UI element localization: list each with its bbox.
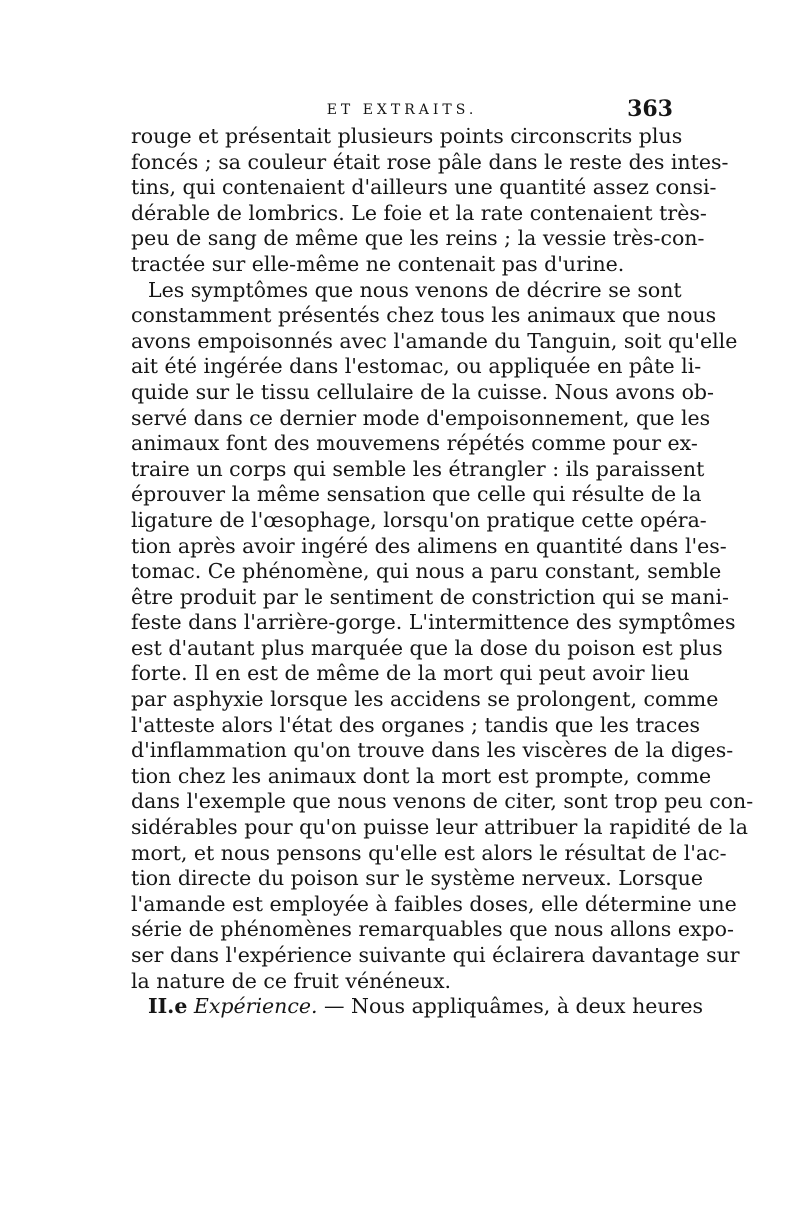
text-line: tins, qui contenaient d'ailleurs une quantité assez consi- bbox=[131, 175, 717, 200]
page-body bbox=[131, 124, 754, 1020]
text-line: avons empoisonnés avec l'amande du Tanguin, soit qu'elle bbox=[131, 328, 738, 353]
text-line: traire un corps qui semble les étrangler : ils paraissent bbox=[131, 456, 705, 481]
experiment-text: — Nous appliquâmes, à deux heures bbox=[324, 994, 704, 1019]
text-line: tomac. Ce phénomène, qui nous a paru constant, semble bbox=[131, 559, 722, 584]
text-line: tion directe du poison sur le système nerveux. Lorsque bbox=[131, 866, 703, 891]
text-line: servé dans ce dernier mode d'empoisonnement, que les bbox=[131, 405, 711, 430]
text-line: tractée sur elle-même ne contenait pas d'urine. bbox=[131, 251, 625, 276]
text-line: la nature de ce fruit vénéneux. bbox=[131, 968, 452, 993]
experiment-title: Expérience. bbox=[193, 994, 318, 1019]
text-line: dérable de lombrics. Le foie et la rate contenaient très- bbox=[131, 200, 707, 225]
text-line: quide sur le tissu cellulaire de la cuisse. Nous avons ob- bbox=[131, 379, 714, 404]
text-line: ligature de l'œsophage, lorsqu'on pratique cette opéra- bbox=[131, 507, 707, 532]
page-header bbox=[131, 96, 673, 126]
text-line: dans l'exemple que nous venons de citer, sont trop peu con- bbox=[131, 789, 754, 814]
text-line: Les symptômes que nous venons de décrire se sont bbox=[148, 277, 682, 302]
text-line: forte. Il en est de même de la mort qui peut avoir lieu bbox=[131, 661, 690, 686]
text-line: par asphyxie lorsque les accidens se prolongent, comme bbox=[131, 687, 719, 712]
text-line: ser dans l'expérience suivante qui éclairera davantage sur bbox=[131, 943, 740, 967]
text-line: éprouver la même sensation que celle qui résulte de la bbox=[131, 482, 702, 507]
text-line: mort, et nous pensons qu'elle est alors le résultat de l'ac- bbox=[131, 840, 727, 865]
page-number: 363 bbox=[627, 96, 673, 122]
text-line: foncés ; sa couleur était rose pâle dans le reste des intes- bbox=[131, 149, 729, 174]
text-line: constamment présentés chez tous les animaux que nous bbox=[131, 303, 717, 328]
text-line: l'amande est employée à faibles doses, elle détermine une bbox=[131, 891, 737, 916]
text-line: animaux font des mouvemens répétés comme pour ex- bbox=[131, 431, 698, 456]
paragraph-2 bbox=[131, 277, 754, 995]
text-line: série de phénomènes remarquables que nous allons expo- bbox=[131, 917, 734, 942]
experiment-heading-line bbox=[131, 994, 704, 1020]
text-line: est d'autant plus marquée que la dose du poison est plus bbox=[131, 635, 723, 660]
text-line: tion après avoir ingéré des alimens en quantité dans l'es- bbox=[131, 533, 727, 558]
text-line: d'inflammation qu'on trouve dans les viscères de la diges- bbox=[131, 738, 734, 763]
text-line: ait été ingérée dans l'estomac, ou appliquée en pâte li- bbox=[131, 354, 702, 379]
text-line: peu de sang de même que les reins ; la vessie très-con- bbox=[131, 226, 705, 251]
paragraph-1 bbox=[131, 124, 729, 278]
text-line: tion chez les animaux dont la mort est prompte, comme bbox=[131, 763, 712, 788]
experiment-number: II.e bbox=[148, 994, 188, 1019]
text-line: feste dans l'arrière-gorge. L'intermittence des symptômes bbox=[131, 610, 736, 635]
text-line: être produit par le sentiment de constriction qui se mani- bbox=[131, 584, 729, 609]
text-line: l'atteste alors l'état des organes ; tandis que les traces bbox=[131, 712, 700, 737]
text-line: sidérables pour qu'on puisse leur attribuer la rapidité de la bbox=[131, 815, 748, 840]
text-line: rouge et présentait plusieurs points circonscrits plus bbox=[131, 124, 683, 148]
running-head: ET EXTRAITS. bbox=[326, 102, 478, 118]
